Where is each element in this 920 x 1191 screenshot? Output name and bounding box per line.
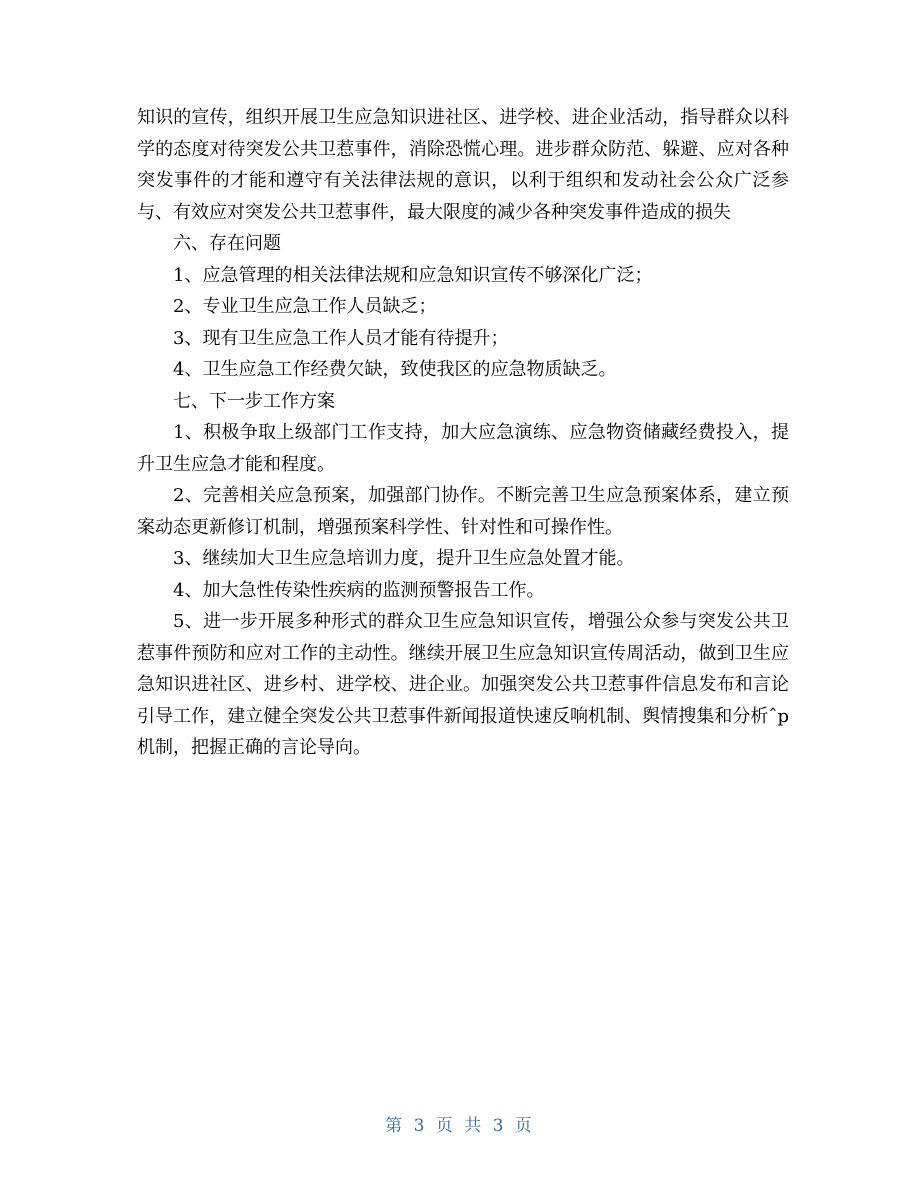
plan-item-3: 3、继续加大卫生应急培训力度，提升卫生应急处置才能。 [173,548,635,569]
section-heading-problems: 六、存在问题 [173,233,281,254]
plan-item-2: 2、完善相关应急预案，加强部门协作。不断完善卫生应急预案体系，建立预案动态更新修订机制，增强预案科学性、针对性和可操作性。 [137,485,789,538]
document-body [137,102,789,764]
plan-item-1: 1、积极争取上级部门工作支持，加大应急演练、应急物资储藏经费投入，提升卫生应急才能和程度。 [137,422,789,475]
paragraph-intro-continuation: 知识的宣传，组织开展卫生应急知识进社区、进学校、进企业活动，指导群众以科学的态度对待突发公共卫惹事件，消除恐慌心理。进步群众防范、躲避、应对各种突发事件的才能和遵守有关法律法规的意识，以利于组织和发动社会公众广泛参与、有效应对突发公共卫惹事件，最大限度的减少各种突发事件造成的损失 [137,107,789,223]
page-number-footer: 第 3 页 共 3 页 [385,1116,535,1136]
plan-item-4: 4、加大急性传染性疾病的监测预警报告工作。 [173,579,545,601]
problem-item-4: 4、卫生应急工作经费欠缺，致使我区的应急物质缺乏。 [173,359,617,380]
problem-item-2: 2、专业卫生应急工作人员缺乏； [173,296,437,317]
section-heading-next-steps: 七、下一步工作方案 [173,390,335,412]
problem-item-1: 1、应急管理的相关法律法规和应急知识宣传不够深化广泛； [173,264,653,286]
plan-item-5: 5、进一步开展多种形式的群众卫生应急知识宣传，增强公众参与突发公共卫惹事件预防和应对工作的主动性。继续开展卫生应急知识宣传周活动，做到卫生应急知识进社区、进乡村、进学校、进企业。加强突发公共卫惹事件信息发布和言论引导工作，建立健全突发公共卫惹事件新闻报道快速反响机制、舆情搜集和分析ˆp机制，把握正确的言论导向。 [137,611,789,758]
problem-item-3: 3、现有卫生应急工作人员才能有待提升； [173,327,509,349]
